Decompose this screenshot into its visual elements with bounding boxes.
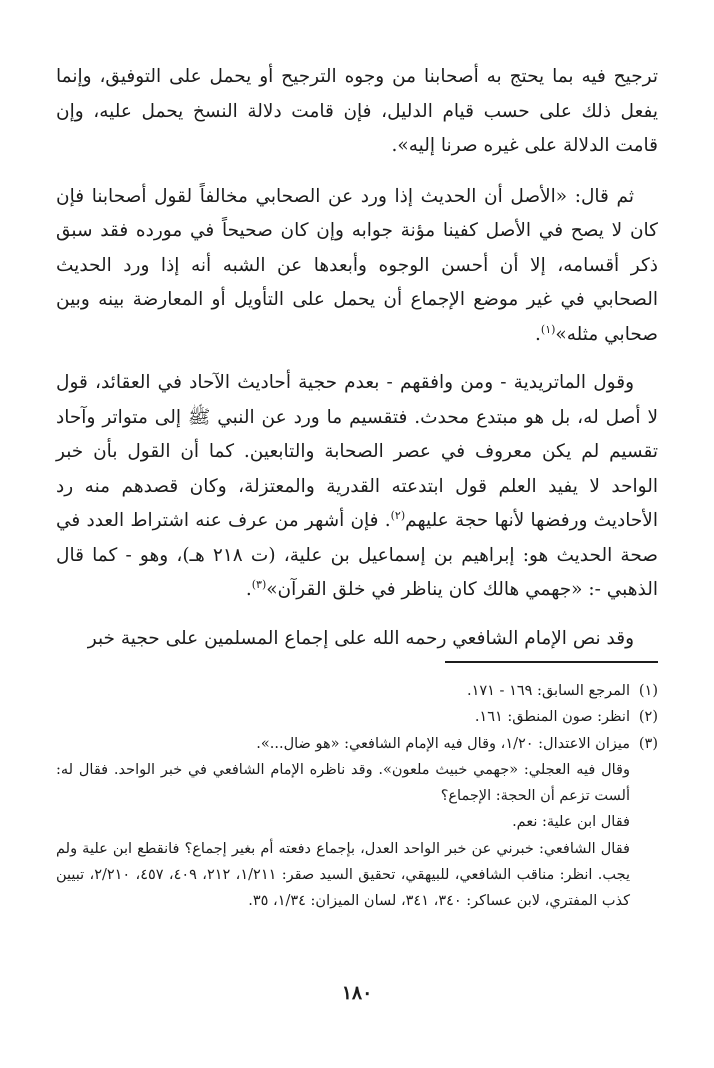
paragraph-1 xyxy=(56,60,658,164)
paragraph-1-text: ترجيح فيه بما يحتج به أصحابنا من وجوه الترجيح أو يحمل على التوفيق، وإنما يفعل ذلك على حسب قيام الدليل، فإن قامت دلالة النسخ يحمل عليه، وإن قامت الدلالة على غيره صرنا إليه». xyxy=(56,66,658,156)
footnote-ref-2[interactable]: (٢) xyxy=(390,508,406,522)
paragraph-4 xyxy=(56,622,658,657)
footnote-text: المرجع السابق: ١٦٩ - ١٧١. xyxy=(466,683,630,699)
footnote-text: ميزان الاعتدال: ١/٢٠، وقال فيه الإمام الشافعي: «هو ضال...». xyxy=(256,735,630,752)
footnote-2 xyxy=(56,704,658,730)
paragraph-2 xyxy=(56,180,658,353)
footnote-ref-1[interactable]: (١) xyxy=(540,322,556,336)
paragraph-3-text: وقول الماتريدية - ومن وافقهم - بعدم حجية أحاديث الآحاد في العقائد، قول لا أصل له، بل هو مبتدع محدث. فتقسيم ما ورد عن النبي ﷺ إلى متواتر وآحاد تقسيم لم يكن معروف في عصر الصحابة والتابعين. كما أن القول بأن خبر الواحد لا يفيد العلم قول ابتدعته القدرية والمعتزلة، وكان قصدهم منه رد الأحاديث ورفضها لأنها حجة عليهم xyxy=(56,372,658,531)
footnote-3-continuation: فقال الشافعي: خبرني عن خبر الواحد العدل، بإجماع دفعته أم بغير إجماع؟ فانقطع ابن علية ولم يجب. انظر: مناقب الشافعي، للبيهقي، تحقيق السيد صقر: ١/٢١١، ٢١٢، ٤٠٩، ٤٥٧، ٢/٢١٠، تبيين كذب المفتري، لابن عساكر: ٣٤٠، ٣٤١، لسان الميزان: ١/٣٤، ٣٥. xyxy=(56,840,631,910)
footnotes xyxy=(56,678,658,915)
paragraph-3-end: . xyxy=(245,579,252,600)
footnote-3-continuation: فقال ابن علية: نعم. xyxy=(512,814,630,831)
footnote-separator xyxy=(445,661,658,663)
paragraph-3 xyxy=(56,366,658,608)
paragraph-2-end: . xyxy=(535,323,541,345)
paragraph-2-text: ثم قال: «الأصل أن الحديث إذا ورد عن الصحابي مخالفاً لقول أصحابنا فإن كان لا يصح في الأصل كفينا مؤنة جوابه وإن كان صحيحاً في مورده فقد سبق ذكر أقسامه، إلا أن أحسن الوجوه وأبعدها عن الشبه أنه إذا ورد الحديث الصحابي في غير موضع الإجماع أن يحمل على التأويل أو المعارضة بينه وبين صحابي مثله» xyxy=(56,185,658,345)
paragraph-3-tail: . فإن أشهر من عرف عنه اشتراط العدد في صحة الحديث هو: إبراهيم بن إسماعيل بن علية، (ت ٢١٨ هـ)، وهو - كما قال الذهبي -: «جهمي هالك كان يناظر في خلق القرآن» xyxy=(56,510,658,600)
footnote-text: انظر: صون المنطق: ١٦١. xyxy=(474,709,630,726)
paragraph-4-text: وقد نص الإمام الشافعي رحمه الله على إجماع المسلمين على حجية خبر xyxy=(87,627,634,649)
footnote-3-continuation: وقال فيه العجلي: «جهمي خبيث ملعون». وقد ناظره الإمام الشافعي في خبر الواحد. فقال له: ألست تزعم أن الحجة: الإجماع؟ xyxy=(56,761,630,805)
footnote-1 xyxy=(56,678,658,704)
page-body xyxy=(56,60,658,656)
footnote-number: (١) xyxy=(638,683,658,699)
footnote-ref-3[interactable]: (٣) xyxy=(251,577,267,591)
footnote-number: (٣) xyxy=(638,735,658,752)
footnote-3 xyxy=(56,731,658,757)
page-number: ١٨٠ xyxy=(341,982,373,1004)
footnote-number: (٢) xyxy=(638,709,658,726)
